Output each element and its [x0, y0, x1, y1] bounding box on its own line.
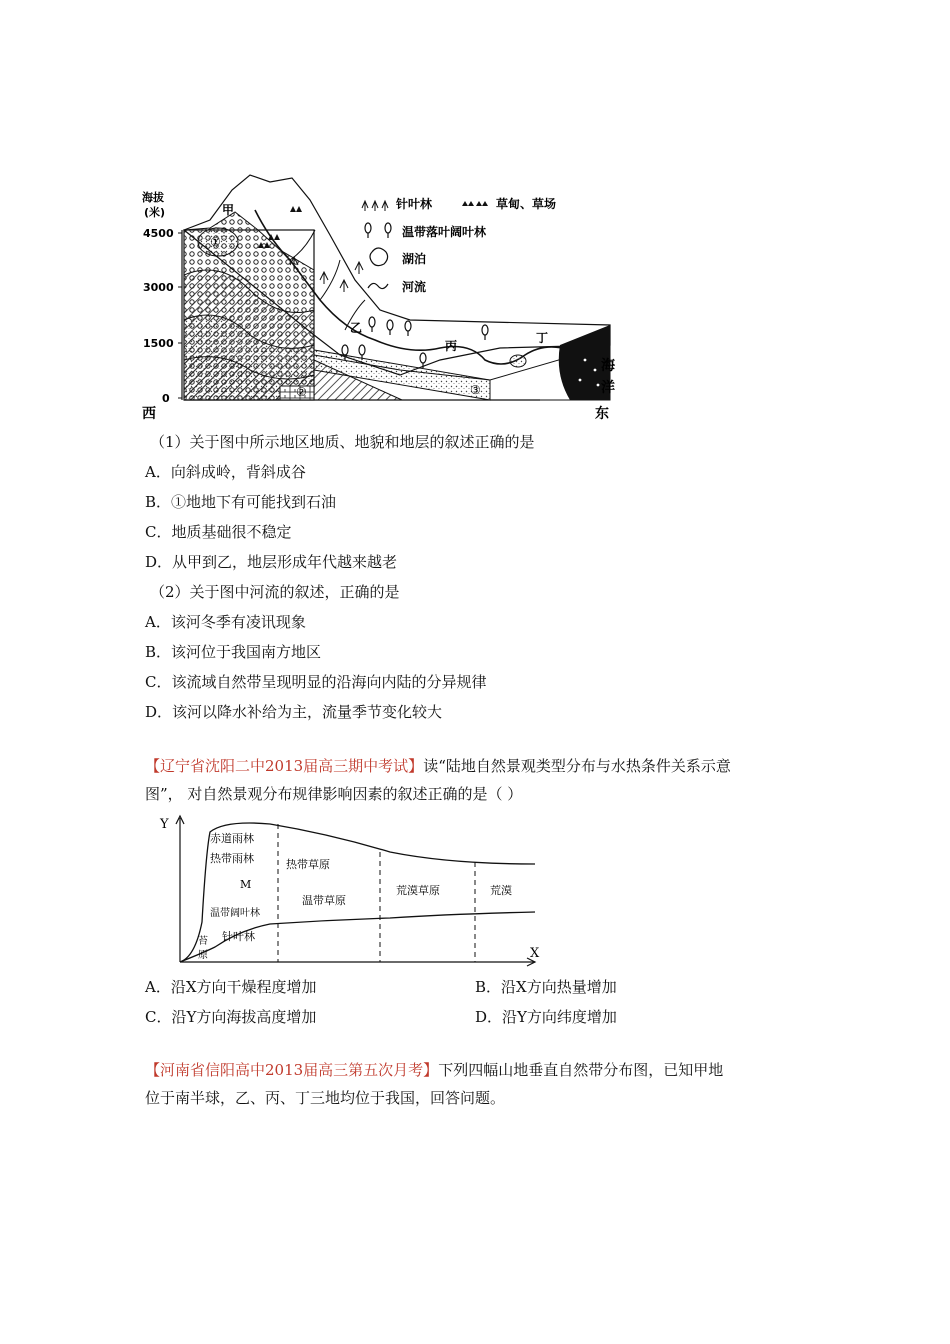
- question-1-stem: （1）关于图中所示地区地质、地貌和地层的叙述正确的是: [150, 433, 535, 451]
- marker-3: ③: [470, 383, 481, 397]
- x-axis-label: X: [530, 946, 540, 961]
- label-ocean: 洋: [601, 380, 615, 396]
- question-3-source: 【辽宁省沈阳二中2013届高三期中考试】: [145, 757, 424, 775]
- question-2-stem: （2）关于图中河流的叙述，正确的是: [150, 583, 400, 601]
- label-tundra-2: 原: [198, 950, 208, 961]
- legend-lake: 湖泊: [402, 252, 427, 266]
- question-3-option-a: A．沿X方向干燥程度增加: [145, 978, 317, 996]
- label-ding: 丁: [536, 331, 549, 345]
- y-axis-label: Y: [160, 817, 169, 832]
- tick-3000: 3000: [143, 281, 174, 294]
- question-2-option-b: B．该河位于我国南方地区: [145, 643, 322, 661]
- label-bing: 丙: [445, 339, 458, 353]
- question-4-stem-line2: 位于南半球，乙、丙、丁三地均位于我国，回答问题。: [145, 1089, 506, 1107]
- label-equatorial-rainforest: 赤道雨林: [210, 832, 254, 845]
- question-1-option-b: B．①地地下有可能找到石油: [145, 493, 337, 511]
- axis-title-unit: (米): [144, 206, 166, 219]
- question-2-option-d: D．该河以降水补给为主，流量季节变化较大: [145, 703, 443, 721]
- label-tropical-rainforest: 热带雨林: [210, 852, 254, 865]
- question-3-stem-line2: 图”， 对自然景观分布规律影响因素的叙述正确的是（ ）: [145, 785, 523, 803]
- question-4-stem-text1: 下列四幅山地垂直自然带分布图，已知甲地: [438, 1061, 724, 1079]
- label-tundra-1: 苔: [198, 936, 208, 947]
- label-tropical-grassland: 热带草原: [286, 858, 330, 871]
- question-4-source: 【河南省信阳高中2013届高三第五次月考】: [145, 1061, 439, 1079]
- label-desert: 荒漠: [490, 884, 512, 897]
- label-desert-grassland: 荒漠草原: [396, 884, 440, 897]
- label-m: M: [240, 878, 252, 891]
- question-1-option-a: A．向斜成岭，背斜成谷: [145, 463, 306, 481]
- question-3-stem-text1: 读“陆地自然景观类型分布与水热条件关系示意: [423, 757, 731, 775]
- label-east: 东: [595, 406, 609, 422]
- question-3-option-c: C．沿Y方向海拔高度增加: [145, 1008, 317, 1026]
- label-sea: 海: [601, 358, 615, 374]
- question-1-option-d: D．从甲到乙，地层形成年代越来越老: [145, 553, 398, 571]
- label-conifer: 针叶林: [222, 930, 255, 943]
- question-2-option-a: A．该河冬季有凌讯现象: [145, 613, 306, 631]
- question-4-stem-line1: [145, 1060, 723, 1080]
- label-west: 西: [142, 406, 156, 422]
- legend-river: 河流: [402, 280, 427, 294]
- label-jia: 甲: [222, 203, 235, 217]
- question-1-option-c: C．地质基础很不稳定: [145, 523, 292, 541]
- label-yi: 乙: [350, 321, 363, 335]
- label-temperate-grassland: 温带草原: [302, 894, 346, 907]
- tick-0: 0: [162, 392, 170, 405]
- question-3-option-b: B．沿X方向热量增加: [475, 978, 617, 996]
- question-3-stem-line1: [145, 756, 731, 776]
- axis-title-altitude: 海拔: [142, 191, 164, 204]
- label-temperate-broadleaf: 温带阔叶林: [210, 908, 260, 919]
- marker-1: ①: [210, 235, 221, 249]
- legend-conifer: 针叶林: [396, 197, 433, 211]
- strata-block: [184, 212, 490, 400]
- lake-shape: [510, 355, 526, 367]
- marker-2: ②: [296, 385, 307, 399]
- legend-meadow: 草甸、草场: [496, 197, 557, 211]
- legend: [362, 196, 556, 294]
- question-2-option-c: C．该流域自然带呈现明显的沿海向内陆的分异规律: [145, 673, 487, 691]
- question-3-option-d: D．沿Y方向纬度增加: [475, 1008, 617, 1026]
- geology-cross-section-figure: [140, 170, 620, 425]
- tick-1500: 1500: [143, 337, 174, 350]
- tick-4500: 4500: [143, 227, 174, 240]
- legend-broadleaf: 温带落叶阔叶林: [402, 225, 487, 239]
- landscape-distribution-figure: [150, 812, 540, 967]
